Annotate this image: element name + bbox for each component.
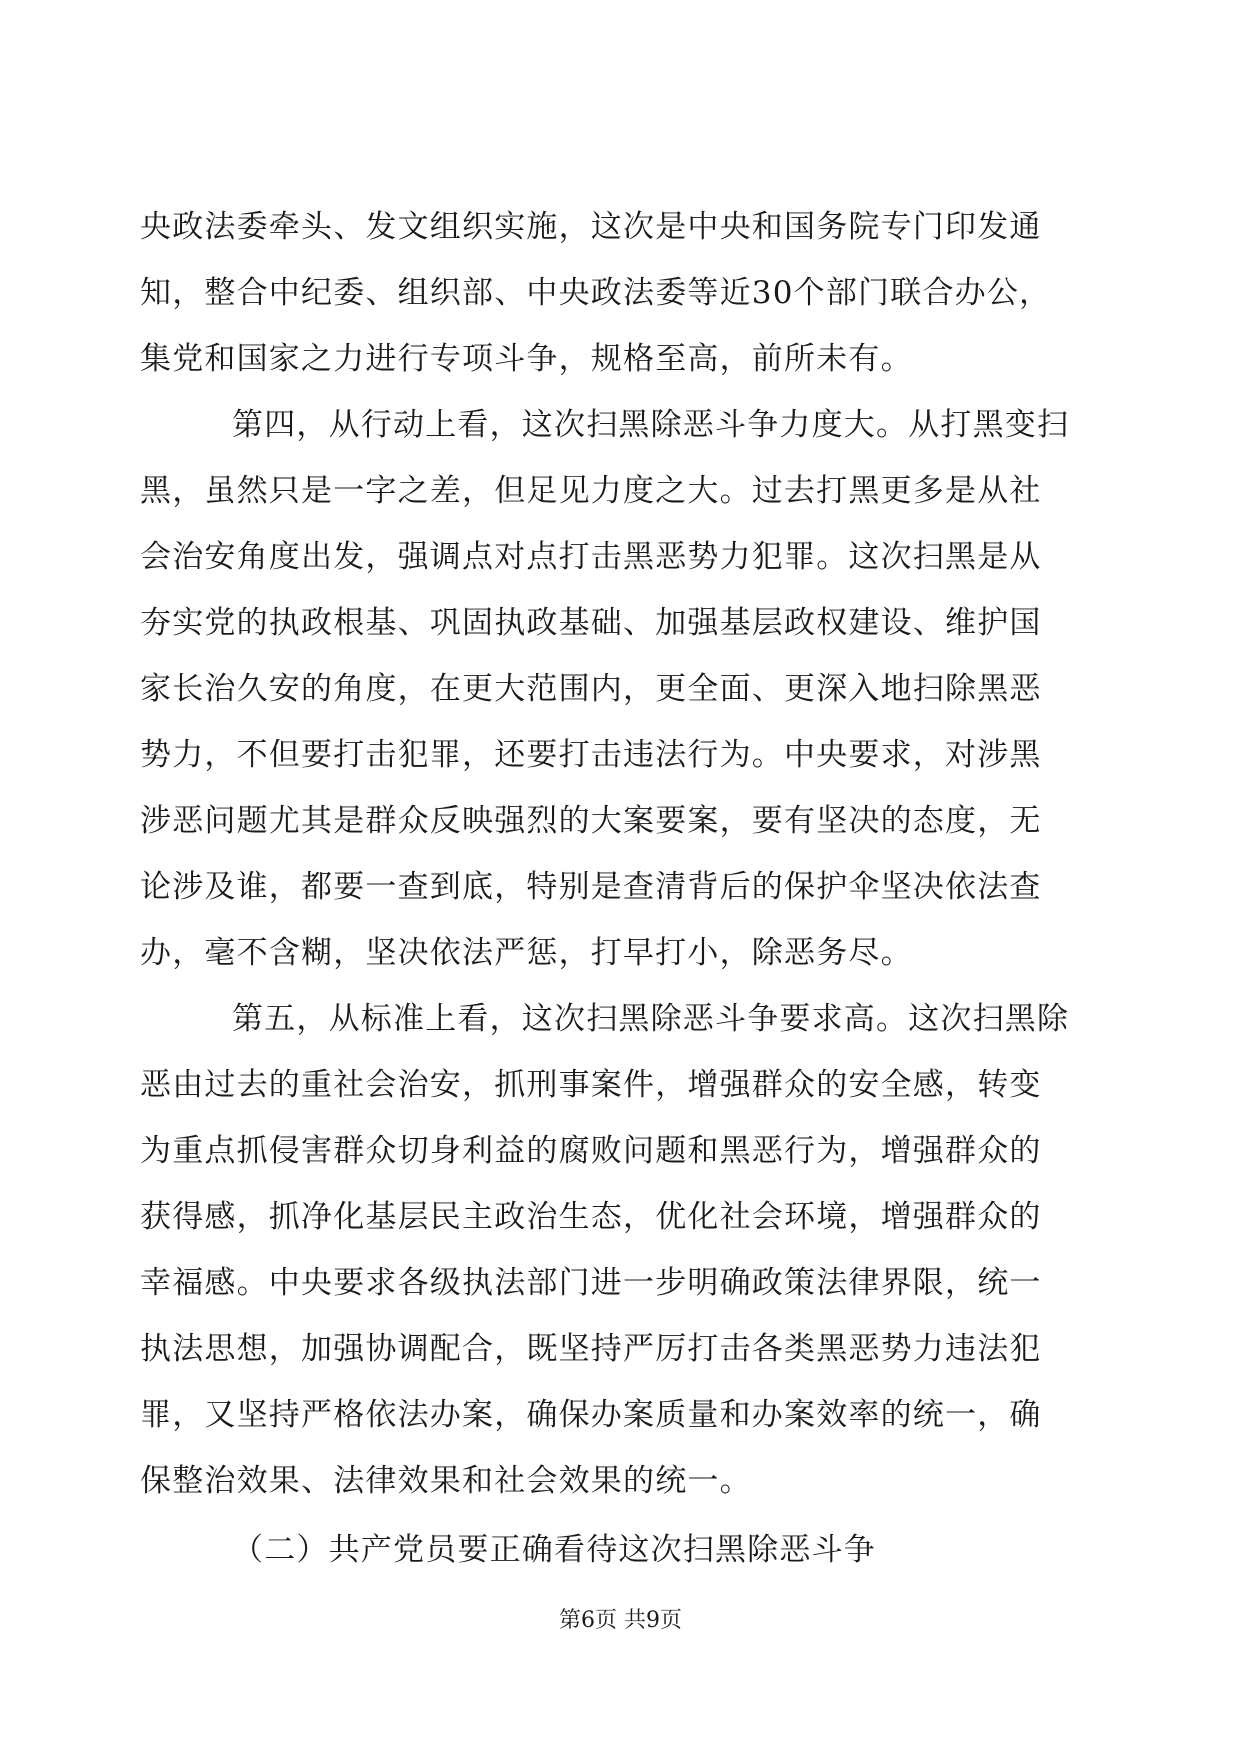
text-line: 会治安角度出发，强调点对点打击黑恶势力犯罪。这次扫黑是从: [140, 539, 1042, 575]
text-line: 夯实党的执政根基、巩固执政基础、加强基层政权建设、维护国: [140, 605, 1042, 641]
text-line: 恶由过去的重社会治安，抓刑事案件，增强群众的安全感，转变: [140, 1067, 1042, 1103]
section-heading: （二）共产党员要正确看待这次扫黑除恶斗争: [232, 1532, 876, 1568]
text-line: 涉恶问题尤其是群众反映强烈的大案要案，要有坚决的态度，无: [140, 803, 1042, 839]
text-line: 办，毫不含糊，坚决依法严惩，打早打小，除恶务尽。: [140, 935, 913, 971]
text-line: 幸福感。中央要求各级执法部门进一步明确政策法律界限，统一: [140, 1265, 1042, 1301]
text-line: 集党和国家之力进行专项斗争，规格至高，前所未有。: [140, 341, 913, 377]
text-line: 势力，不但要打击犯罪，还要打击违法行为。中央要求，对涉黑: [140, 737, 1042, 773]
text-line: 保整治效果、法律效果和社会效果的统一。: [140, 1463, 752, 1499]
text-line: 论涉及谁，都要一查到底，特别是查清背后的保护伞坚决依法查: [140, 869, 1042, 905]
text-line: 家长治久安的角度，在更大范围内，更全面、更深入地扫除黑恶: [140, 671, 1042, 707]
text-line: 获得感，抓净化基层民主政治生态，优化社会环境，增强群众的: [140, 1199, 1042, 1235]
paragraph-start-line: 第五，从标准上看，这次扫黑除恶斗争要求高。这次扫黑除: [232, 1001, 1070, 1037]
text-line: 执法思想，加强协调配合，既坚持严厉打击各类黑恶势力违法犯: [140, 1331, 1042, 1367]
text-line: 央政法委牵头、发文组织实施，这次是中央和国务院专门印发通: [140, 209, 1042, 245]
page-footer: 第6页 共9页: [559, 1608, 682, 1633]
text-line: 黑，虽然只是一字之差，但足见力度之大。过去打黑更多是从社: [140, 473, 1042, 509]
text-line: 知，整合中纪委、组织部、中央政法委等近30个部门联合办公，: [140, 275, 1052, 311]
text-line: 为重点抓侵害群众切身利益的腐败问题和黑恶行为，增强群众的: [140, 1133, 1042, 1169]
text-line: 罪，又坚持严格依法办案，确保办案质量和办案效率的统一，确: [140, 1397, 1042, 1433]
paragraph-start-line: 第四，从行动上看，这次扫黑除恶斗争力度大。从打黑变扫: [232, 407, 1070, 443]
